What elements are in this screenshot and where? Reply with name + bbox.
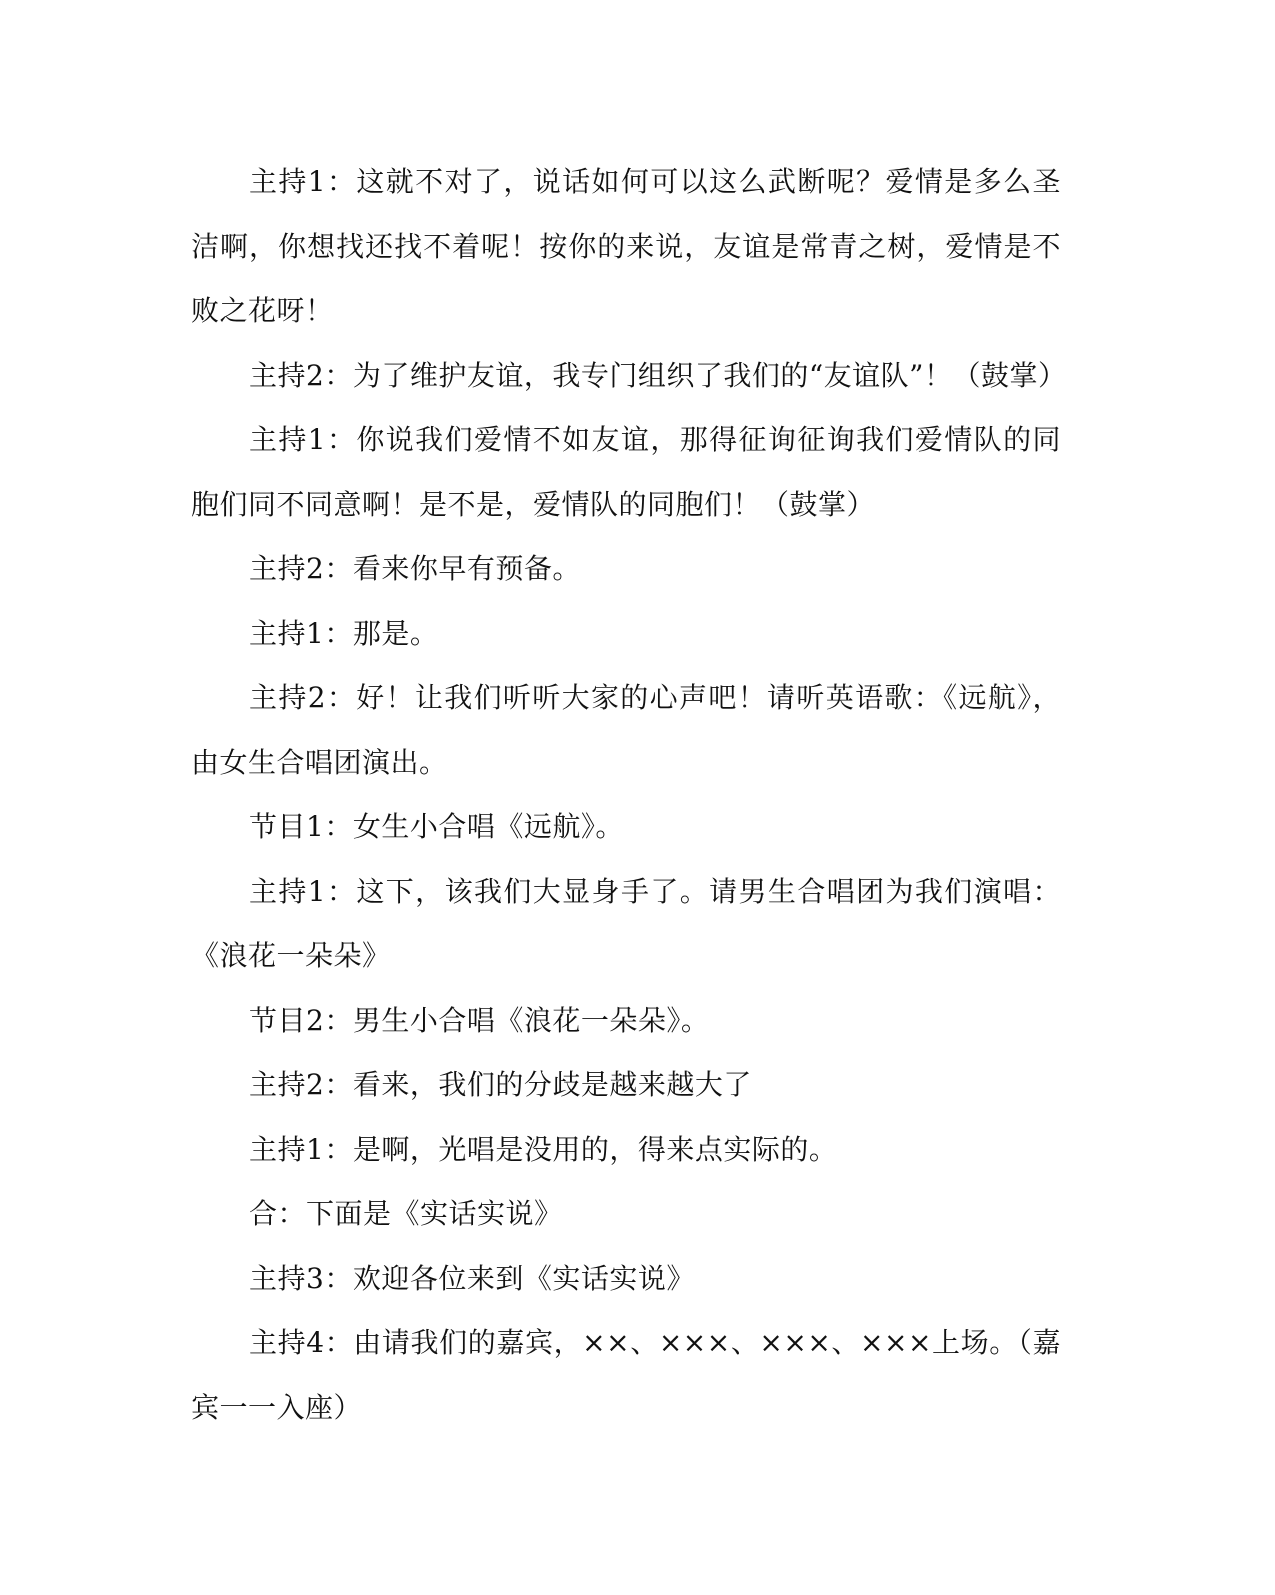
paragraph: 节目2：男生小合唱《浪花一朵朵》。 [249, 1003, 710, 1037]
paragraph: 主持2：好！让我们听听大家的心声吧！请听英语歌：《远航》，由女生合唱团演出。 [191, 681, 1061, 779]
paragraph: 主持1：那是。 [249, 616, 439, 650]
document-body [191, 150, 1067, 1440]
paragraph: 主持3：欢迎各位来到《实话实说》 [249, 1261, 695, 1295]
paragraph: 主持1：是啊，光唱是没用的，得来点实际的。 [249, 1132, 838, 1166]
paragraph: 主持2：为了维护友谊，我专门组织了我们的“友谊队”！（鼓掌） [249, 358, 1067, 392]
paragraph: 主持1：这下，该我们大显身手了。请男生合唱团为我们演唱：《浪花一朵朵》 [191, 874, 1061, 972]
paragraph: 主持4：由请我们的嘉宾，××、×××、×××、×××上场。（嘉宾一一入座） [191, 1326, 1061, 1424]
paragraph: 主持1：你说我们爱情不如友谊，那得征询征询我们爱情队的同胞们同不同意啊！是不是，爱情队的同胞们！（鼓掌） [191, 423, 1061, 521]
paragraph: 主持1：这就不对了，说话如何可以这么武断呢？爱情是多么圣洁啊，你想找还找不着呢！按你的来说，友谊是常青之树，爱情是不败之花呀！ [191, 165, 1061, 327]
paragraph: 节目1：女生小合唱《远航》。 [249, 810, 624, 843]
paragraph: 主持2：看来你早有预备。 [249, 552, 581, 585]
paragraph: 主持2：看来，我们的分歧是越来越大了 [249, 1068, 752, 1101]
paragraph: 合：下面是《实话实说》 [249, 1197, 563, 1230]
